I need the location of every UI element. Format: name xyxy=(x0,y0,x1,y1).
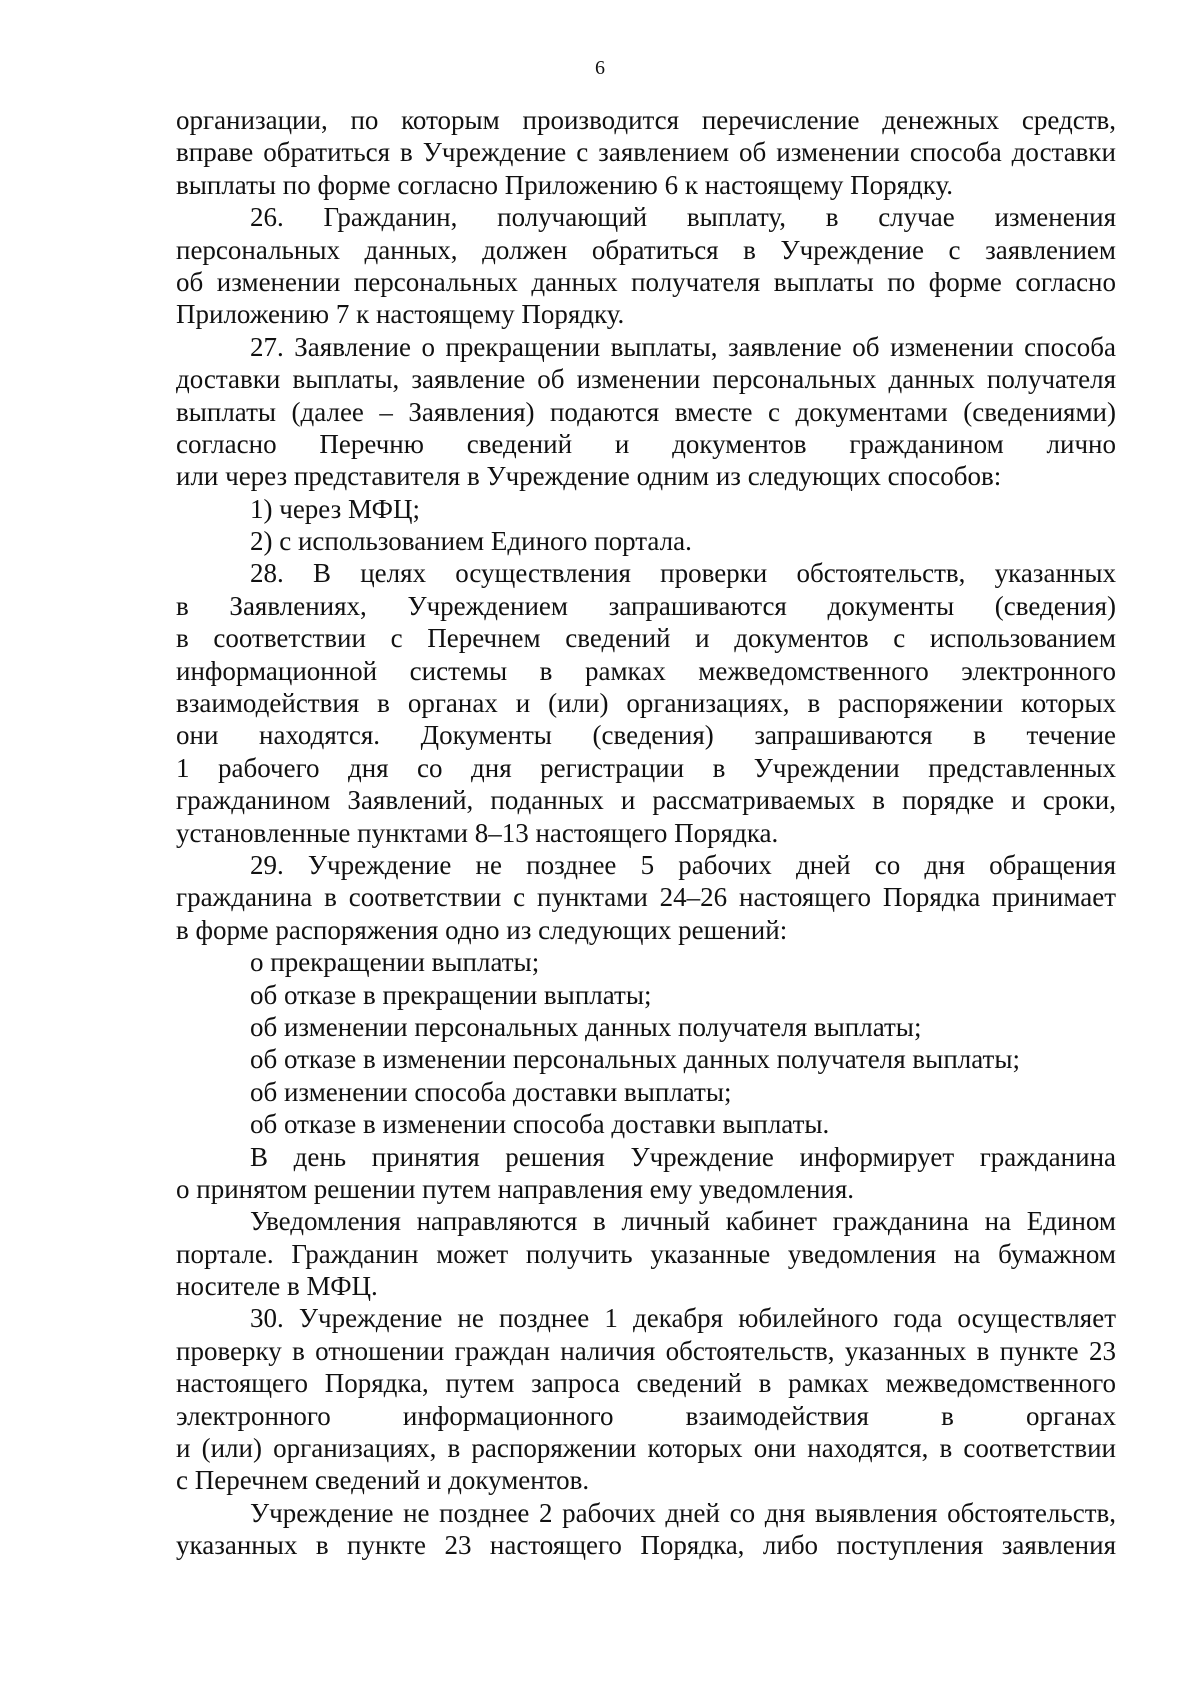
text-line: портале. Гражданин может получить указанные уведомления на бумажном xyxy=(176,1238,1116,1269)
text-line: гражданина в соответствии с пунктами 24–26 настоящего Порядка принимает xyxy=(176,882,1116,913)
text-line: или через представителя в Учреждение одним из следующих способов: xyxy=(176,461,1002,492)
text-line: в Заявлениях, Учреждением запрашиваются документы (сведения) xyxy=(176,590,1116,621)
text-line: организации, по которым производится перечисление денежных средств, xyxy=(176,105,1116,135)
text-line: с Перечнем сведений и документов. xyxy=(176,1465,590,1496)
text-line: носителе в МФЦ. xyxy=(176,1271,378,1302)
text-line: выплаты (далее – Заявления) подаются вместе с документами (сведениями) xyxy=(176,396,1116,427)
text-line: они находятся. Документы (сведения) запрашиваются в течение xyxy=(176,720,1116,751)
text-line: 1 рабочего дня со дня регистрации в Учреждении представленных xyxy=(176,752,1116,783)
text-line: проверку в отношении граждан наличия обстоятельств, указанных в пункте 23 xyxy=(176,1335,1116,1366)
text-line: 28. В целях осуществления проверки обстоятельств, указанных xyxy=(250,558,1116,589)
text-line: об отказе в изменении персональных данных получателя выплаты; xyxy=(250,1044,1020,1075)
text-line: вправе обратиться в Учреждение с заявлением об изменении способа доставки xyxy=(176,137,1116,168)
text-line: 30. Учреждение не позднее 1 декабря юбилейного года осуществляет xyxy=(250,1303,1116,1334)
text-line: электронного информационного взаимодействия в органах xyxy=(176,1400,1116,1431)
text-line: согласно Перечню сведений и документов гражданином лично xyxy=(176,428,1116,459)
text-line: в форме распоряжения одно из следующих решений: xyxy=(176,914,788,945)
text-line: выплаты по форме согласно Приложению 6 к настоящему Порядку. xyxy=(176,169,954,200)
text-line: настоящего Порядка, путем запроса сведений в рамках межведомственного xyxy=(176,1368,1116,1399)
page-number: 6 xyxy=(595,57,605,79)
text-line: Учреждение не позднее 2 рабочих дней со дня выявления обстоятельств, xyxy=(250,1497,1116,1528)
text-line: Уведомления направляются в личный кабинет гражданина на Едином xyxy=(250,1206,1116,1237)
text-line: об изменении способа доставки выплаты; xyxy=(250,1076,732,1107)
text-line: 26. Гражданин, получающий выплату, в случае изменения xyxy=(250,202,1116,233)
text-line: об изменении персональных данных получателя выплаты по форме согласно xyxy=(176,266,1116,297)
text-line: 27. Заявление о прекращении выплаты, заявление об изменении способа xyxy=(250,331,1116,362)
text-line: информационной системы в рамках межведомственного электронного xyxy=(176,655,1116,686)
text-line: 29. Учреждение не позднее 5 рабочих дней со дня обращения xyxy=(250,849,1116,880)
text-line: об изменении персональных данных получателя выплаты; xyxy=(250,1011,922,1042)
text-line: персональных данных, должен обратиться в Учреждение с заявлением xyxy=(176,234,1116,265)
text-line: взаимодействия в органах и (или) организациях, в распоряжении которых xyxy=(176,688,1116,719)
document-body xyxy=(176,104,1116,1562)
text-line: в соответствии с Перечнем сведений и документов с использованием xyxy=(176,623,1116,654)
text-line: гражданином Заявлений, поданных и рассматриваемых в порядке и сроки, xyxy=(176,785,1116,816)
text-line: 2) с использованием Единого портала. xyxy=(250,526,692,557)
text-line: 1) через МФЦ; xyxy=(250,493,421,524)
text-line: доставки выплаты, заявление об изменении персональных данных получателя xyxy=(176,364,1116,395)
text-line: указанных в пункте 23 настоящего Порядка, либо поступления заявления xyxy=(176,1530,1116,1561)
text-line: об отказе в прекращении выплаты; xyxy=(250,979,652,1010)
text-line: установленные пунктами 8–13 настоящего Порядка. xyxy=(176,817,779,848)
text-line: о принятом решении путем направления ему уведомления. xyxy=(176,1173,855,1204)
text-line: Приложению 7 к настоящему Порядку. xyxy=(176,299,625,330)
text-line: об отказе в изменении способа доставки выплаты. xyxy=(250,1109,830,1140)
text-line: о прекращении выплаты; xyxy=(250,947,540,978)
text-line: В день принятия решения Учреждение информирует гражданина xyxy=(250,1141,1116,1172)
text-line: и (или) организациях, в распоряжении которых они находятся, в соответствии xyxy=(176,1433,1116,1464)
